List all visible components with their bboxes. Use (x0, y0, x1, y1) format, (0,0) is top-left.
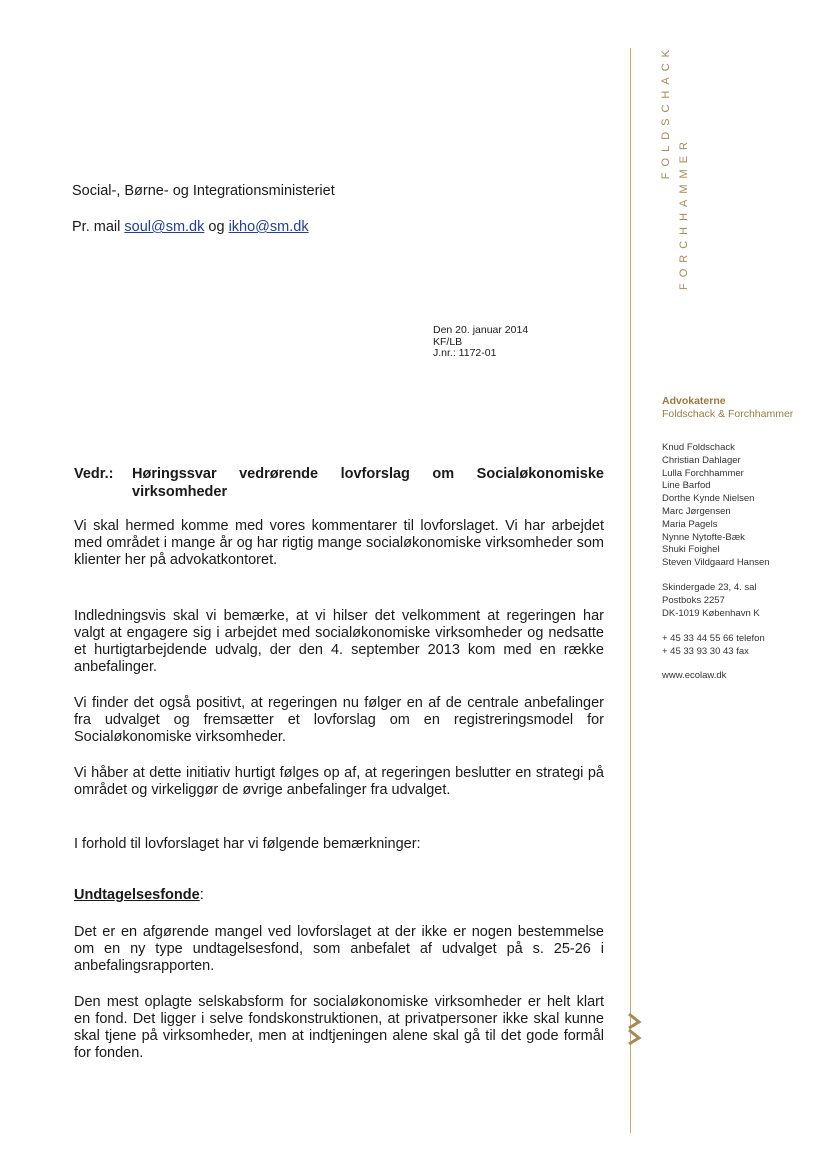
sidebar-rule (630, 48, 631, 1133)
date-reference-block (433, 325, 528, 360)
phone-number: + 45 33 44 55 66 telefon (662, 633, 765, 644)
letter-date: Den 20. januar 2014 (433, 324, 529, 336)
firm-name: Foldschack & Forchhammer (662, 408, 794, 420)
lawyer-list (662, 442, 770, 570)
firm-phones (662, 633, 765, 659)
email-link-ikho[interactable]: ikho@sm.dk (228, 219, 309, 235)
firm-website[interactable]: www.ecolaw.dk (662, 670, 727, 681)
firm-label: Advokaterne (662, 395, 726, 407)
list-item: Marc Jørgensen (662, 505, 731, 517)
address-line: Skindergade 23, 4. sal (662, 582, 757, 593)
recipient-mail-line (72, 219, 309, 235)
firm-logo-vertical (660, 44, 700, 290)
list-item: Shuki Foighel (662, 544, 720, 556)
list-item: Nynne Nytofte-Bæk (662, 531, 745, 543)
recipient-name: Social-, Børne- og Integrationsministeriet (72, 183, 335, 199)
mail-join: og (208, 219, 225, 235)
paragraph-exemption-fund: Det er en afgørende mangel ved lovforslaget at der ikke er nogen bestemmelse om en ny type undtagelsesfond, som anbefalet af udvalget på s. 25-26 i anbefalingsrapporten. (74, 924, 604, 974)
logo-word-forchhammer: FORCHHAMMER (678, 136, 690, 290)
firm-address (662, 582, 760, 620)
list-item: Lulla Forchhammer (662, 467, 744, 479)
subject-text-line1: Høringssvar vedrørende lovforslag om Socialøkonomiske (132, 466, 604, 482)
subject-label: Vedr.: (74, 466, 114, 482)
subject-text-line2: virksomheder (132, 484, 228, 500)
firm-title (662, 395, 793, 421)
list-item: Maria Pagels (662, 518, 718, 530)
paragraph-remarks-intro: I forhold til lovforslaget har vi følgende bemærkninger: (74, 836, 421, 852)
list-item: Steven Vildgaard Hansen (662, 557, 770, 569)
section-heading: Undtagelsesfonde (74, 887, 200, 903)
paragraph-fund-form: Den mest oplagte selskabsform for socialøkonomiske virksomheder er helt klart en fond. Det ligger i selve fondskonstruktionen, at privatpersoner ikke skal kunne skal tjene på virksomheder, men at indtjeningen alene skal gå til det gode formål for fonden. (74, 994, 604, 1061)
list-item: Line Barfod (662, 480, 711, 492)
paragraph-hope: Vi håber at dette initiativ hurtigt følges op af, at regeringen beslutter en strategi på området og virkeliggør de øvrige anbefalinger fra udvalget. (74, 765, 604, 798)
fax-number: + 45 33 93 30 43 fax (662, 645, 749, 657)
journal-number: J.nr.: 1172-01 (433, 347, 497, 359)
paragraph-initially: Indledningsvis skal vi bemærke, at vi hilser det velkomment at regeringen har valgt at engagere sig i arbejdet med socialøkonomiske virksomheder og nedsatte et hurtigtarbejdende udvalg, der den 4. september 2013 kom med en række anbefalinger. (74, 608, 604, 675)
paragraph-positive: Vi finder det også positivt, at regeringen nu følger en af de centrale anbefalinger fra udvalget og fremsætter et lovforslag om en registreringsmodel for Socialøkonomiske virksomheder. (74, 695, 604, 745)
decorative-chevron-icon (627, 1010, 645, 1050)
address-line: Postboks 2257 (662, 594, 725, 606)
section-heading-colon: : (199, 887, 204, 903)
letter-initials: KF/LB (433, 335, 463, 348)
address-line: DK-1019 København K (662, 607, 760, 619)
section-heading-row (74, 887, 204, 903)
mail-prefix: Pr. mail (72, 219, 121, 235)
list-item: Knud Foldschack (662, 442, 735, 453)
email-link-soul[interactable]: soul@sm.dk (124, 219, 205, 235)
paragraph-intro: Vi skal hermed komme med vores kommentarer til lovforslaget. Vi har arbejdet med området i mange år og har rigtig mange socialøkonomiske virksomheder som klienter her på advokatkontoret. (74, 518, 604, 568)
logo-word-foldschack: FOLDSCHACK (660, 44, 672, 180)
list-item: Dorthe Kynde Nielsen (662, 493, 755, 505)
list-item: Christian Dahlager (662, 454, 741, 466)
